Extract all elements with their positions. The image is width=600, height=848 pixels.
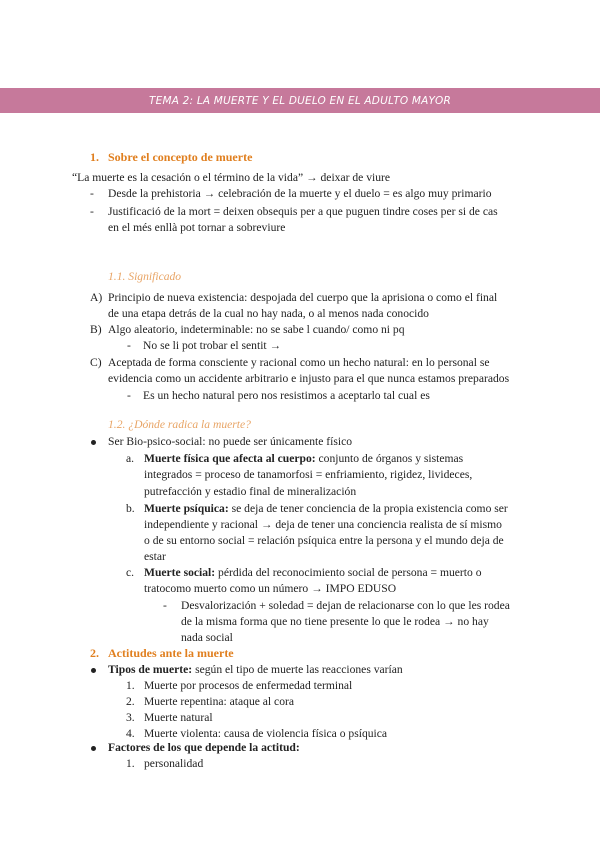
prehistory-line: Desde la prehistoria → celebración de la muerte y el duelo = es algo muy primario (108, 187, 492, 200)
subsection-1-2-title: 1.2. ¿Dónde radica la muerte? (108, 418, 251, 431)
justification-line-1: Justificació de la mort = deixen obsequis per a que puguen tindre coses per si de cas (108, 205, 498, 218)
definition-quote: “La muerte es la cesación o el término de la vida” → deixar de viure (72, 171, 391, 184)
meaning-a-line-1: Principio de nueva existencia: despojada del cuerpo que la aprisiona o como el final (108, 291, 498, 304)
list-marker-b: b. (126, 502, 135, 515)
psychic-death-line-1: Muerte psíquica: se deja de tener conciencia de la propia existencia como ser (144, 502, 508, 515)
physical-death-line-3: putrefacción y estadio final de mineralización (144, 485, 357, 498)
social-death-dash-line-2: de la misma forma que no tiene presente lo que le rodea → no hay (181, 615, 489, 628)
psychic-death-line-2: independiente y racional → deja de tener una conciencia realista de sí mismo (144, 518, 502, 531)
numbered-marker: 1. (126, 757, 135, 770)
social-death-dash-line-1: Desvalorización + soledad = dejan de relacionarse con lo que les rodea (181, 599, 510, 612)
document-banner (0, 88, 600, 113)
psychic-death-line-3: o de su entorno social = relación psíquica entre la persona y el mundo deja de (144, 534, 504, 547)
death-types-label: Tipos de muerte: (108, 663, 193, 676)
dash-marker: - (163, 599, 167, 612)
death-types-line: Tipos de muerte: según el tipo de muerte las reacciones varían (108, 663, 403, 676)
social-death-label: Muerte social: (144, 566, 216, 579)
death-type-item: Muerte natural (144, 711, 213, 724)
list-marker-c: C) (90, 356, 102, 369)
physical-death-label: Muerte física que afecta al cuerpo: (144, 452, 316, 465)
meaning-c-line-2: evidencia como un accidente arbitrario e injusto para el que nunca estamos preparados (108, 372, 510, 385)
numbered-marker: 3. (126, 711, 135, 724)
meaning-c-line-1: Aceptada de forma consciente y racional como un hecho natural: en lo personal se (108, 356, 490, 369)
numbered-marker: 1. (126, 679, 135, 692)
section-1-number: 1. (90, 150, 99, 164)
numbered-marker: 4. (126, 727, 135, 740)
dash-marker: - (127, 339, 131, 352)
section-1-title: Sobre el concepto de muerte (108, 150, 253, 164)
bullet-dot (91, 668, 96, 673)
bullet-dot (91, 440, 96, 445)
psychic-death-line-4: estar (144, 550, 166, 563)
death-type-item: Muerte por procesos de enfermedad terminal (144, 679, 353, 692)
dash-marker: - (90, 187, 94, 200)
justification-line-2: en el més enllà pot tornar a sobreviure (108, 221, 286, 234)
factor-item: personalidad (144, 757, 204, 770)
death-type-item: Muerte violenta: causa de violencia física o psíquica (144, 727, 388, 740)
biopsicosocial-line: Ser Bio-psico-social: no puede ser únicamente físico (108, 435, 353, 448)
death-type-item: Muerte repentina: ataque al cora (144, 695, 294, 708)
banner-title: TEMA 2: LA MUERTE Y EL DUELO EN EL ADULTO MAYOR (149, 94, 451, 107)
list-marker-a: a. (126, 452, 135, 465)
physical-death-line-1: Muerte física que afecta al cuerpo: conjunto de órganos y sistemas (144, 452, 464, 465)
section-2-title: Actitudes ante la muerte (108, 646, 234, 660)
physical-death-line-2: integrados = proceso de tanamorfosi = enfriamiento, rigidez, livideces, (144, 468, 473, 481)
numbered-marker: 2. (126, 695, 135, 708)
social-death-line-2: tratocomo muerto como un número → IMPO EDUSO (144, 582, 397, 595)
list-marker-c: c. (126, 566, 135, 579)
list-marker-a: A) (90, 291, 103, 304)
section-2-number: 2. (90, 646, 99, 660)
meaning-a-line-2: de una etapa detrás de la cual no hay nada, o al menos nada conocido (108, 307, 429, 320)
attitude-factors-heading: Factores de los que depende la actitud: (108, 741, 300, 754)
meaning-c-dash: Es un hecho natural pero nos resistimos a aceptarlo tal cual es (143, 389, 430, 402)
dash-marker: - (90, 205, 94, 218)
dash-marker: - (127, 389, 131, 402)
meaning-b-dash: No se li pot trobar el sentit → (143, 339, 282, 352)
meaning-b-line-1: Algo aleatorio, indeterminable: no se sabe l cuando/ como ni pq (108, 323, 405, 336)
subsection-1-1-title: 1.1. Significado (108, 270, 182, 283)
social-death-dash-line-3: nada social (181, 631, 233, 644)
social-death-line-1: Muerte social: pérdida del reconocimiento social de persona = muerto o (144, 566, 482, 579)
psychic-death-label: Muerte psíquica: (144, 502, 229, 515)
list-marker-b: B) (90, 323, 102, 336)
bullet-dot (91, 746, 96, 751)
